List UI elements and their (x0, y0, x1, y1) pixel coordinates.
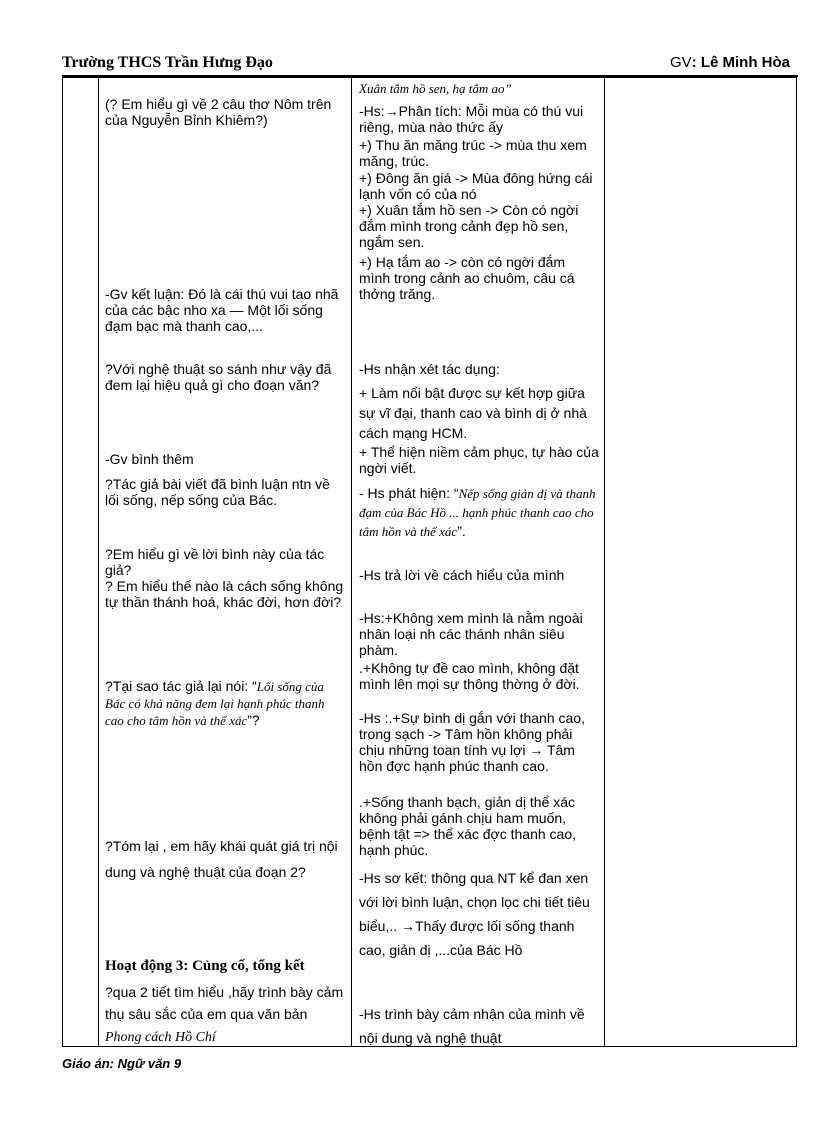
page-header (62, 54, 790, 76)
effect-1: + Làm nổi bật được sự kết hợp giữa sự vĩ đại, thanh cao và bình dị ở nhà cách mạng HCM. (359, 385, 587, 441)
student-answer-3: -Hs :.+Sự bình dị gắn với thanh cao, trong sạch -> Tâm hồn không phải chịu những toan tính vụ lợi → Tâm hồn đợc hạnh phúc thanh cao. (359, 710, 585, 774)
analysis-autumn: +) Thu ăn măng trúc -> mùa thu xem măng, trúc. (359, 137, 587, 169)
student-presentation: -Hs trình bày cảm nhận của mình về nội dung và nghệ thuật (359, 1006, 585, 1046)
teacher-question-2: ?Với nghệ thuật so sánh như vậy đã đem lại hiệu quả gì cho đoạn văn? (105, 361, 332, 393)
student-effect: -Hs nhận xét tác dụng: (359, 361, 500, 377)
text-title-italic: Phong cách Hồ Chí (105, 1030, 216, 1045)
teacher-conclusion: -Gv kết luận: Đó là cái thú vui tao nhã của các bậc nho xa — Một lối sống đạm bạc mà thanh cao,... (105, 286, 339, 334)
school-name: Trường THCS Trần Hưng Đạo (62, 54, 273, 71)
discovery-quote: Nếp sống giản dị và thanh đạm của Bác Hồ ... hạnh phúc thanh cao cho tâm hồn và thể xác (359, 486, 596, 539)
column-divider-2 (351, 78, 352, 1046)
teacher-prefix: GV (669, 54, 692, 71)
quote-italic: Lối sống của Bác có khả năng đem lại hạnh phúc thanh cao cho tâm hồn và thể xác (105, 679, 325, 728)
student-analysis: -Hs:→Phân tích: Mỗi mùa có thú vui riêng, mùa nào thức ấy (359, 103, 584, 135)
lesson-table (62, 77, 797, 1047)
poem-line: Xuân tắm hồ sen, hạ tắm ao” (359, 81, 512, 96)
teacher-question-5: ? Em hiểu thế nào là cách sống không tự thần thánh hoá, khác đời, hơn đời? (105, 578, 344, 610)
teacher-question-8: ?qua 2 tiết tìm hiểu ,hãy trình bày cảm thụ sâu sắc của em qua văn bản Phong cách Hồ Chí (105, 984, 344, 1045)
student-answer-4: .+Sống thanh bạch, giản dị thể xác không phải gánh chịu ham muốn, bệnh tật => thể xác đợc thanh cao, hạnh phúc. (359, 794, 576, 858)
teacher-name: : Lê Minh Hòa (691, 54, 790, 71)
column-divider-3 (604, 78, 605, 1046)
teacher-question-3: ?Tác giả bài viết đã bình luận ntn về lối sống, nếp sống của Bác. (105, 476, 330, 508)
teacher-label (670, 54, 790, 71)
column-divider-1 (98, 78, 99, 1046)
teacher-question-7: ?Tóm lại , em hãy khái quát giá trị nội dung và nghệ thuật của đoạn 2? (105, 838, 338, 880)
teacher-comment: -Gv bình thêm (105, 451, 194, 467)
effect-2: + Thể hiện niềm cảm phục, tự hào của ngời viết. (359, 444, 599, 476)
teacher-question-1: (? Em hiểu gì về 2 câu thơ Nôm trên của Nguyễn Bỉnh Khiêm?) (105, 96, 332, 128)
student-summary: -Hs sơ kết: thông qua NT kể đan xen với lời bình luận, chọn lọc chi tiết tiêu biểu,.. →Thấy được lối sống thanh cao, giản dị ,...của Bác Hồ (359, 870, 590, 958)
activity-3-heading: Hoạt động 3: Củng cố, tổng kết (105, 958, 305, 974)
analysis-winter: +) Đông ăn giá -> Mùa đông hứng cái lạnh vốn có của nó (359, 170, 593, 202)
analysis-spring: +) Xuân tắm hồ sen -> Còn có ngời đắm mình trong cảnh đẹp hồ sen, ngắm sen. (359, 202, 579, 250)
student-answer-1: -Hs:+Không xem mình là nằm ngoài nhân loại nh các thánh nhân siêu phàm. (359, 610, 583, 658)
student-understanding: -Hs trả lời về cách hiểu của mình (359, 567, 565, 583)
student-discovery: - Hs phát hiện: “Nếp sống giản dị và thanh đạm của Bác Hồ ... hạnh phúc thanh cao cho tâm hồn và thể xác”. (359, 485, 596, 539)
teacher-question-6: ?Tại sao tác giả lại nói: “Lối sống của Bác có khả năng đem lại hạnh phúc thanh cao cho tâm hồn và thể xác”? (105, 678, 325, 728)
page-footer: Giáo án: Ngữ văn 9 (62, 1056, 182, 1071)
student-answer-2: .+Không tự đề cao mình, không đặt mình lên mọi sự thông thờng ở đời. (359, 660, 580, 692)
teacher-question-4: ?Em hiểu gì về lời bình này của tác giả? (105, 546, 325, 578)
analysis-summer: +) Hạ tắm ao -> còn có ngời đắm mình trong cảnh ao chuôm, câu cá thởng trăng. (359, 254, 575, 302)
